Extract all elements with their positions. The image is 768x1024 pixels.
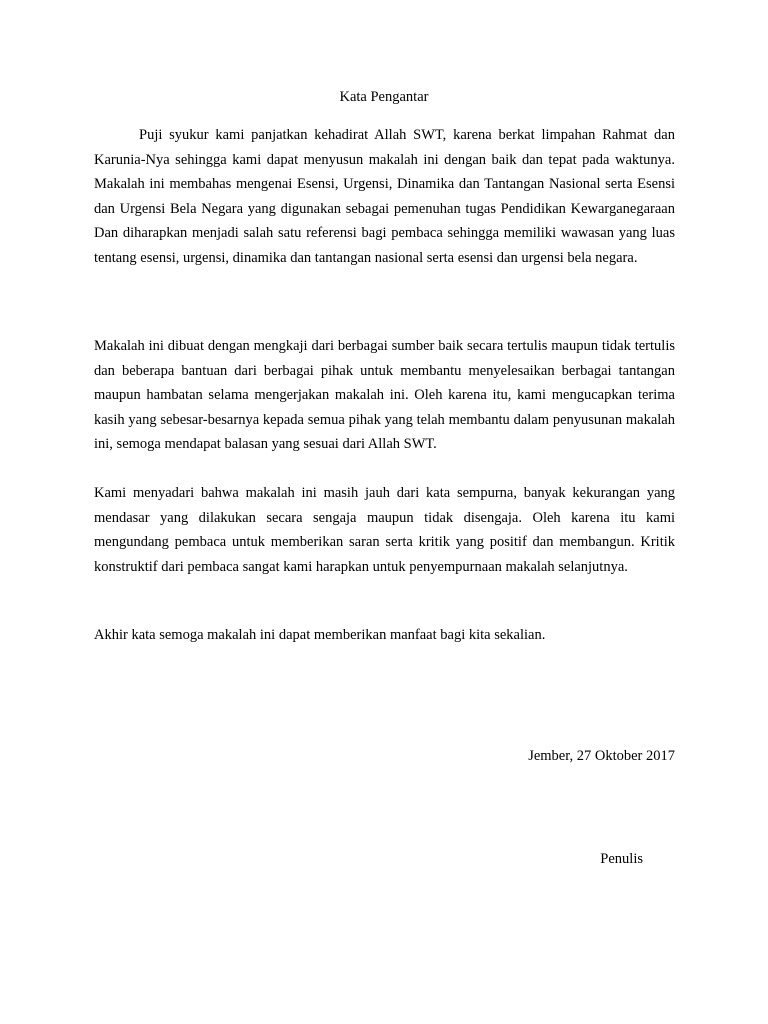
- paragraph-limitations: Kami menyadari bahwa makalah ini masih jauh dari kata sempurna, banyak kekurangan yang mendasar yang dilakukan secara sengaja maupun tidak disengaja. Oleh karena itu kami mengundang pembaca untuk memberikan saran serta kritik yang positif dan membangun. Kritik konstruktif dari pembaca sangat kami harapkan untuk penyempurnaan makalah selanjutnya.: [94, 485, 675, 575]
- paragraph-acknowledgement: Makalah ini dibuat dengan mengkaji dari berbagai sumber baik secara tertulis maupun tidak tertulis dan beberapa bantuan dari berbagai pihak untuk membantu menyelesaikan berbagai tantangan maupun hambatan selama mengerjakan makalah ini. Oleh karena itu, kami mengucapkan terima kasih yang sebesar-besarnya kepada semua pihak yang telah membantu dalam penyusunan makalah ini, semoga mendapat balasan yang sesuai dari Allah SWT.: [94, 338, 675, 452]
- paragraph-opening: Puji syukur kami panjatkan kehadirat Allah SWT, karena berkat limpahan Rahmat dan Karunia-Nya sehingga kami dapat menyusun makalah ini dengan baik dan tepat pada waktunya. Makalah ini membahas mengenai Esensi, Urgensi, Dinamika dan Tantangan Nasional serta Esensi dan Urgensi Bela Negara yang digunakan sebagai pemenuhan tugas Pendidikan Kewarganegaraan Dan diharapkan menjadi salah satu referensi bagi pembaca sehingga memiliki wawasan yang luas tentang esensi, urgensi, dinamika dan tantangan nasional serta esensi dan urgensi bela negara.: [94, 127, 675, 266]
- place-date: Jember, 27 Oktober 2017: [528, 748, 675, 764]
- author-signature: Penulis: [600, 851, 643, 867]
- page-title: Kata Pengantar: [339, 89, 429, 105]
- paragraph-closing: Akhir kata semoga makalah ini dapat memberikan manfaat bagi kita sekalian.: [94, 627, 546, 643]
